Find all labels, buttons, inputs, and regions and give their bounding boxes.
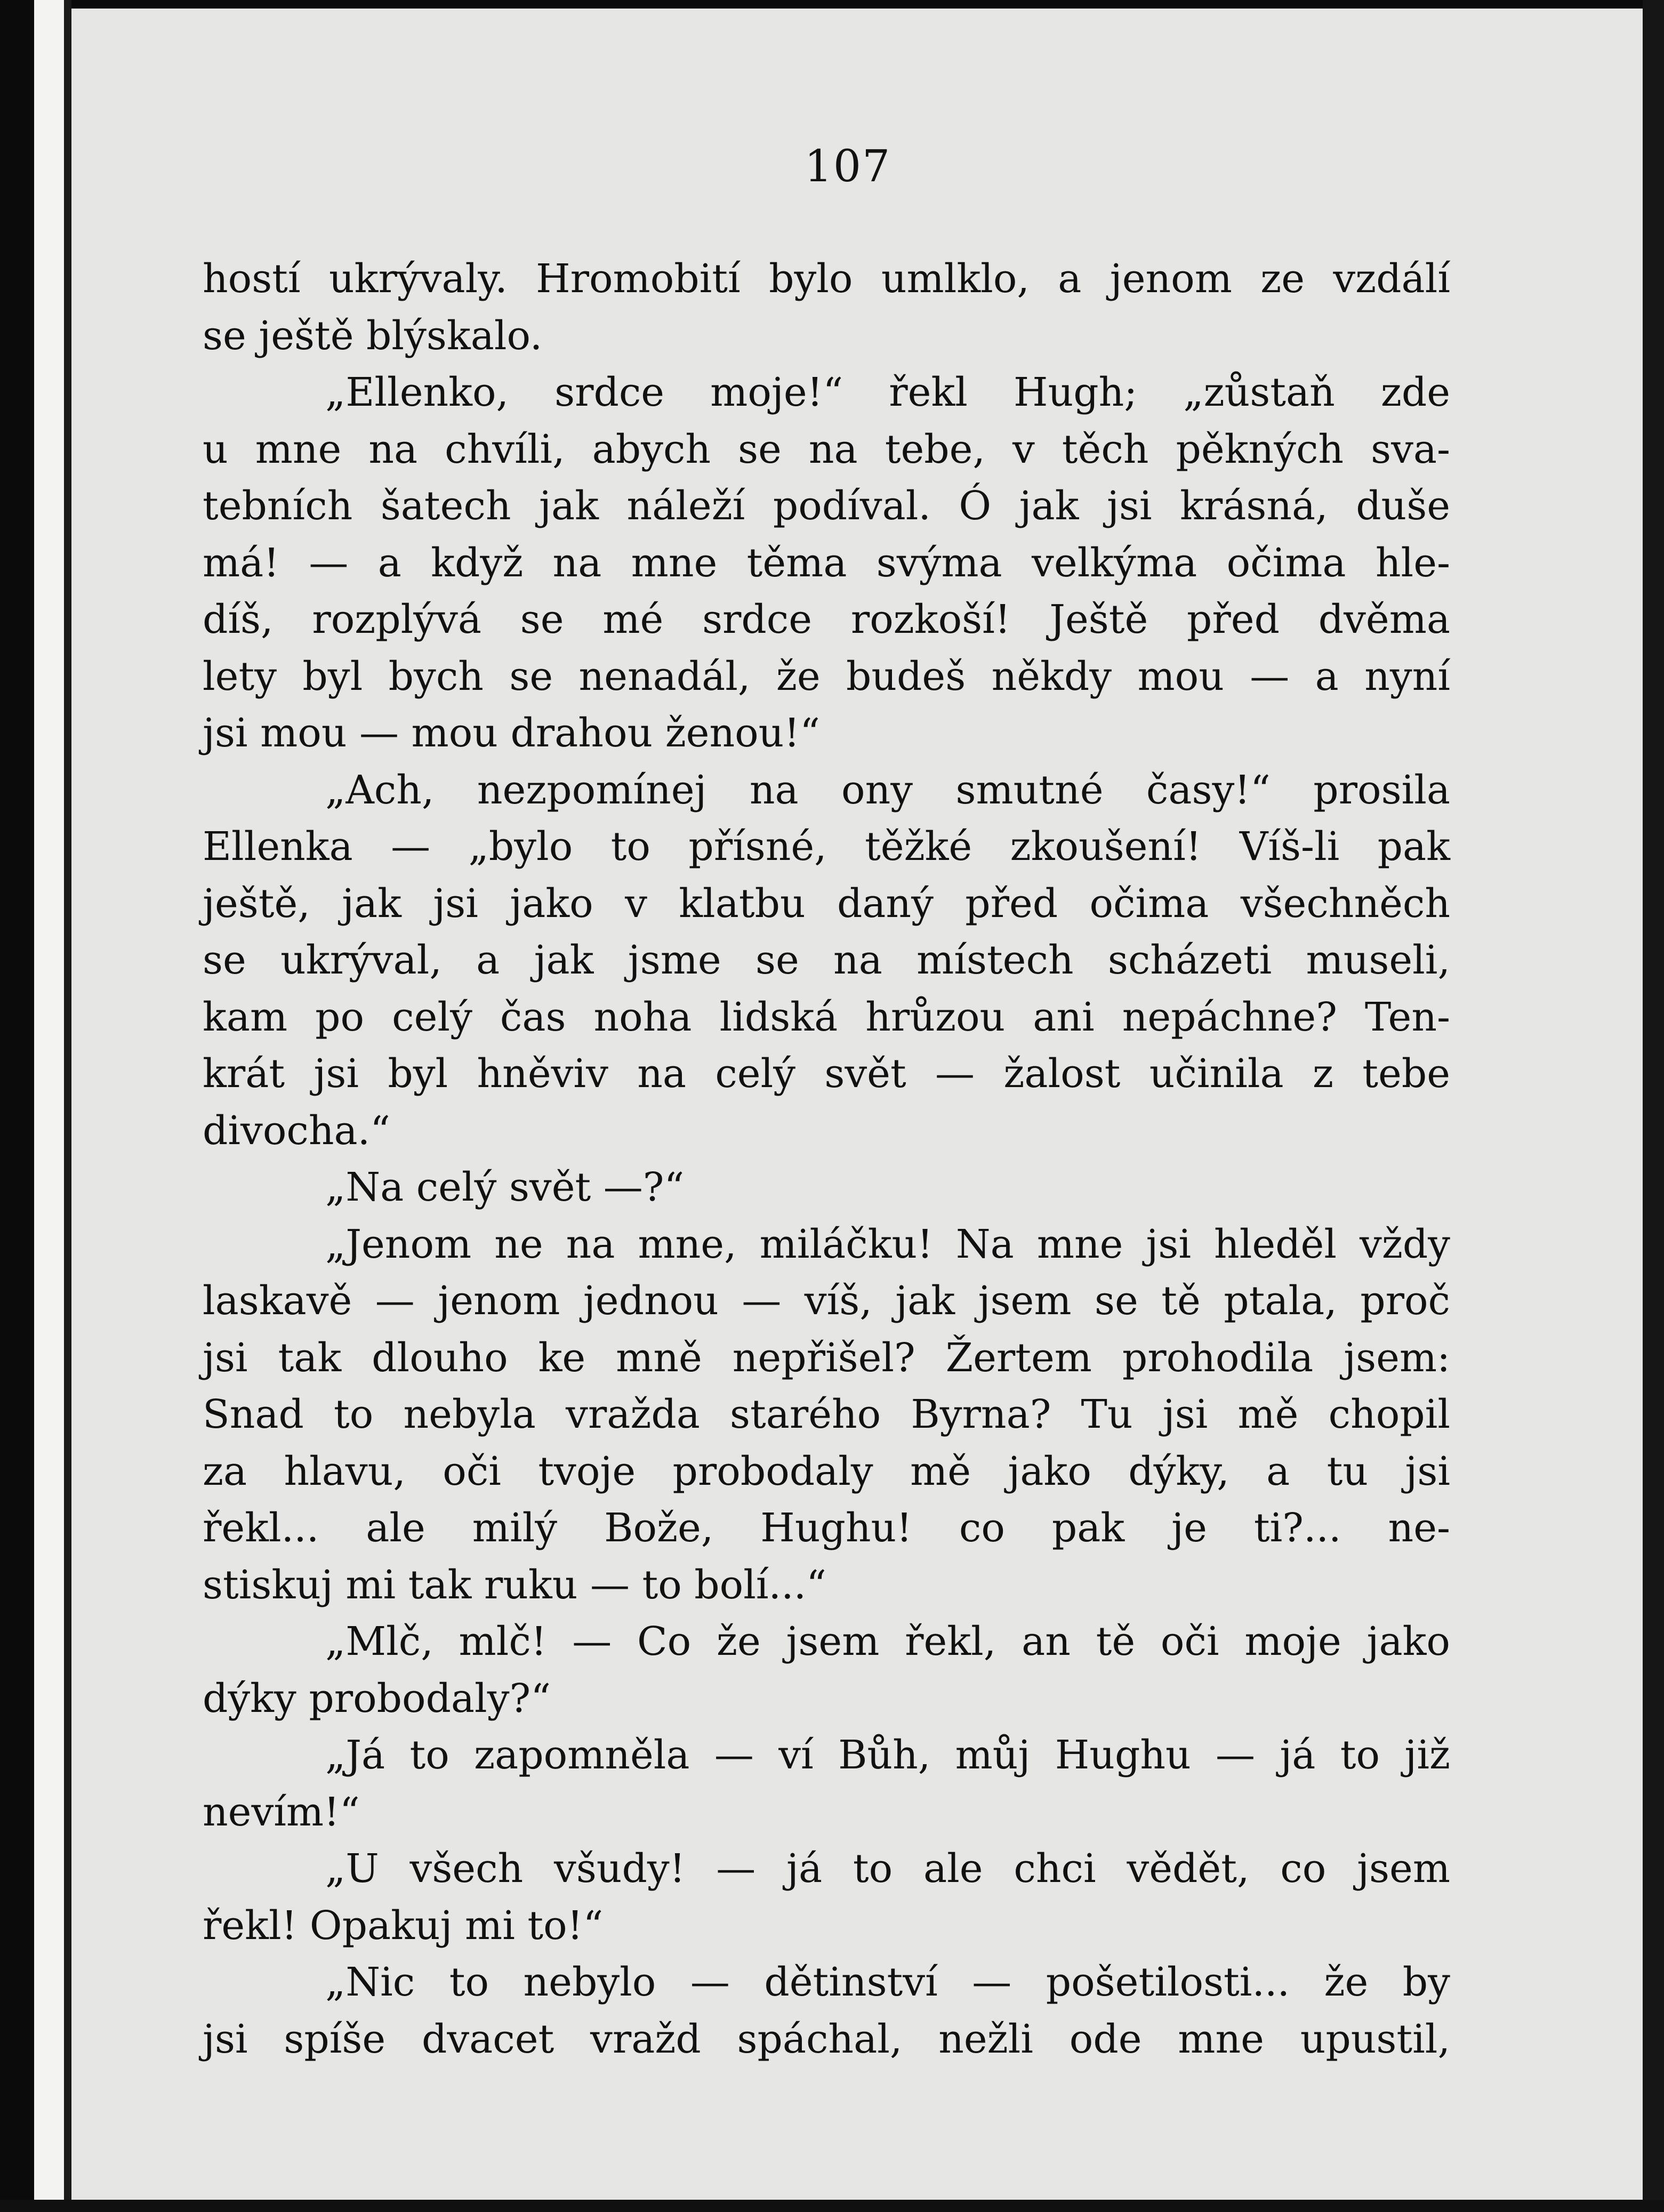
scan-edge-right (1643, 0, 1664, 2212)
text-line: krát jsi byl hněviv na celý svět — žalost učinila z tebe (203, 1051, 1450, 1097)
scan-edge-top (0, 0, 1664, 9)
text-line: stiskuj mi tak ruku — to bolí...“ (203, 1562, 826, 1608)
text-line: hostí ukrývaly. Hromobití bylo umlklo, a jenom ze vzdálí (203, 256, 1450, 302)
text-line: „Na celý svět —?“ (325, 1164, 685, 1210)
text-line: divocha.“ (203, 1107, 390, 1154)
text-line: „Jenom ne na mne, miláčku! Na mne jsi hleděl vždy (325, 1221, 1450, 1267)
text-line: jsi tak dlouho ke mně nepřišel? Žertem prohodila jsem: (203, 1334, 1450, 1381)
text-line: dýky probodaly?“ (203, 1675, 551, 1722)
text-line: kam po celý čas noha lidská hrůzou ani nepáchne? Ten- (203, 994, 1450, 1040)
text-line: „Ach, nezpomínej na ony smutné časy!“ prosila (325, 767, 1450, 813)
text-line: „Ellenko, srdce moje!“ řekl Hugh; „zůstaň zde (325, 369, 1450, 415)
text-line: jsi spíše dvacet vražd spáchal, nežli ode mne upustil, (203, 2016, 1450, 2062)
scan-margin-left (34, 0, 64, 2212)
text-line: Snad to nebyla vražda starého Byrna? Tu jsi mě chopil (203, 1391, 1450, 1437)
page-border-left (64, 0, 71, 2212)
page-number: 107 (804, 141, 891, 192)
text-line: se ukrýval, a jak jsme se na místech scházeti museli, (203, 937, 1450, 983)
text-line: díš, rozplývá se mé srdce rozkoší! Ještě před dvěma (203, 597, 1450, 642)
text-line: Ellenka — „bylo to přísné, těžké zkoušení! Víš-li pak (203, 824, 1450, 870)
scan-edge-left (0, 0, 34, 2212)
text-line: u mne na chvíli, abych se na tebe, v těch pěkných sva- (203, 426, 1450, 472)
text-line: nevím!“ (203, 1789, 360, 1835)
text-line: „Nic to nebylo — dětinství — pošetilosti... že by (325, 1959, 1450, 2005)
text-line: tebních šatech jak náleží podíval. Ó jak jsi krásná, duše (203, 483, 1450, 529)
text-line: lety byl bych se nenadál, že budeš někdy mou — a nyní (203, 653, 1450, 699)
text-line: se ještě blýskalo. (203, 312, 543, 359)
scan-edge-bottom (0, 2200, 1664, 2212)
text-line: „Mlč, mlč! — Co že jsem řekl, an tě oči moje jako (325, 1619, 1450, 1664)
text-line: řekl... ale milý Bože, Hughu! co pak je ti?... ne- (203, 1505, 1450, 1551)
text-line: jsi mou — mou drahou ženou!“ (203, 710, 820, 756)
text-line: ještě, jak jsi jako v klatbu daný před očima všechněch (203, 880, 1450, 927)
text-line: laskavě — jenom jednou — víš, jak jsem se tě ptala, proč (203, 1278, 1450, 1324)
body-text (203, 251, 1450, 2068)
text-line: má! — a když na mne těma svýma velkýma očima hle- (203, 540, 1450, 586)
text-line: řekl! Opakuj mi to!“ (203, 1902, 604, 1949)
text-line: „Já to zapomněla — ví Bůh, můj Hughu — já to již (325, 1732, 1450, 1778)
text-line: za hlavu, oči tvoje probodaly mě jako dýky, a tu jsi (203, 1448, 1450, 1494)
text-line: „U všech všudy! — já to ale chci vědět, co jsem (325, 1846, 1450, 1892)
